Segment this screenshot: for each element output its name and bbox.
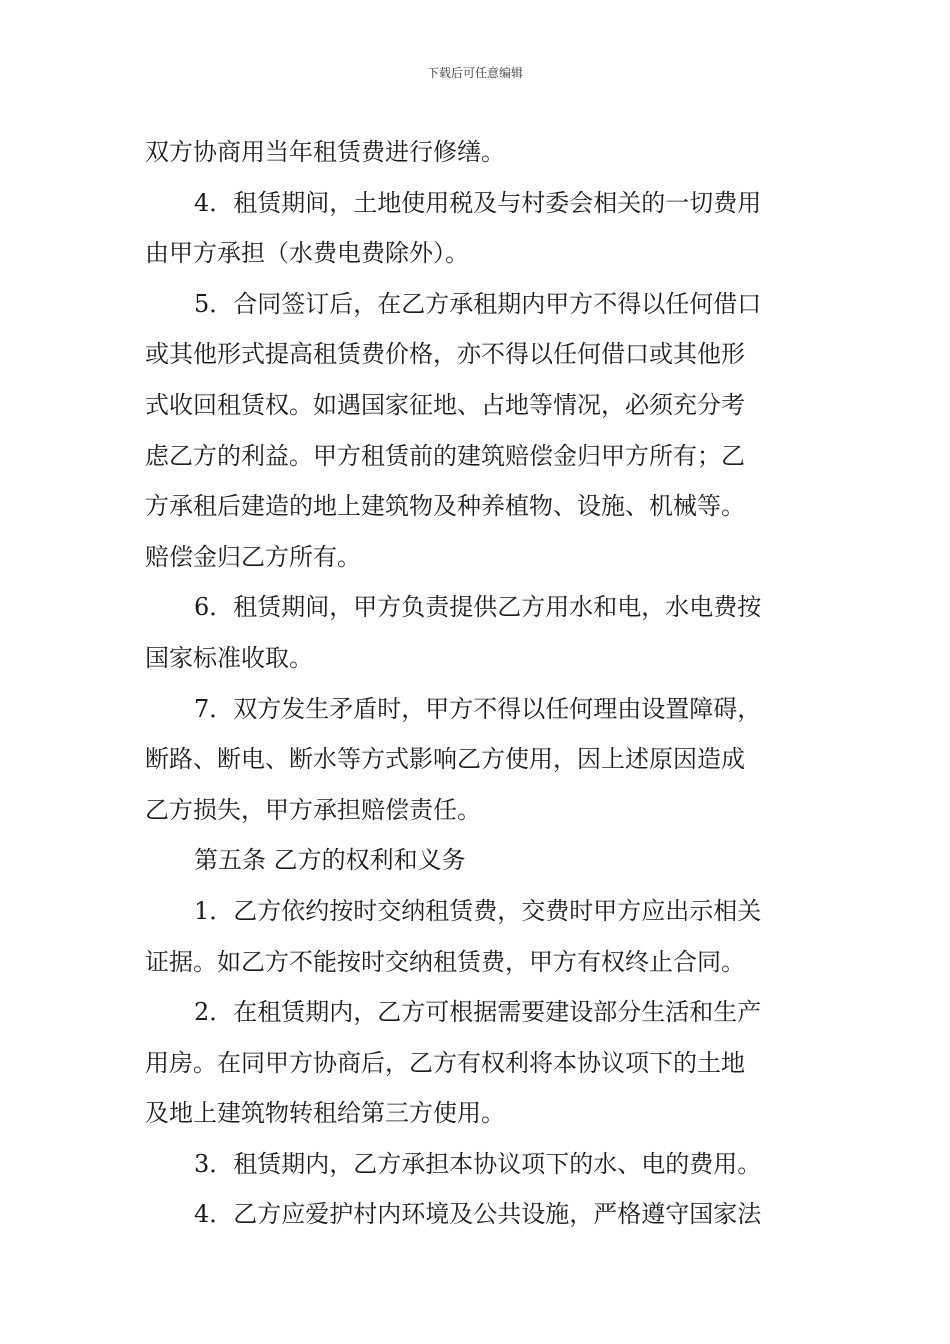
section-heading: 第五条 乙方的权利和义务 <box>194 846 466 875</box>
page-header: 下载后可任意编辑 <box>426 66 523 80</box>
text-line: 证据。如乙方不能按时交纳租赁费，甲方有权终止合同。 <box>145 947 745 976</box>
document-body <box>145 127 807 1240</box>
text-line: 5．合同签订后，在乙方承租期内甲方不得以任何借口 <box>194 289 762 318</box>
text-line: 7．双方发生矛盾时，甲方不得以任何理由设置障碍， <box>194 694 762 723</box>
text-line: 2．在租赁期内，乙方可根据需要建设部分生活和生产 <box>194 998 762 1027</box>
text-line: 3．租赁期内，乙方承担本协议项下的水、电的费用。 <box>194 1149 762 1178</box>
text-line: 赔偿金归乙方所有。 <box>145 542 361 571</box>
text-line: 1．乙方依约按时交纳租赁费，交费时甲方应出示相关 <box>194 896 762 925</box>
text-line: 双方协商用当年租赁费进行修缮。 <box>145 138 505 166</box>
text-line: 4．乙方应爱护村内环境及公共设施，严格遵守国家法 <box>194 1200 762 1229</box>
text-line: 或其他形式提高租赁费价格，亦不得以任何借口或其他形 <box>145 340 745 369</box>
text-line: 6．租赁期间，甲方负责提供乙方用水和电，水电费按 <box>194 593 762 622</box>
text-line: 虑乙方的利益。甲方租赁前的建筑赔偿金归甲方所有；乙 <box>145 441 745 470</box>
text-line: 方承租后建造的地上建筑物及种养植物、设施、机械等。 <box>145 492 745 521</box>
text-line: 乙方损失，甲方承担赔偿责任。 <box>145 795 481 824</box>
text-line: 断路、断电、断水等方式影响乙方使用，因上述原因造成 <box>145 745 745 774</box>
text-line: 及地上建筑物转租给第三方使用。 <box>145 1099 505 1128</box>
text-line: 由甲方承担（水费电费除外）。 <box>145 239 469 268</box>
text-line: 用房。在同甲方协商后，乙方有权利将本协议项下的土地 <box>145 1048 745 1077</box>
text-line: 4．租赁期间，土地使用税及与村委会相关的一切费用 <box>194 188 762 217</box>
text-line: 国家标准收取。 <box>145 643 313 672</box>
text-line: 式收回租赁权。如遇国家征地、占地等情况，必须充分考 <box>145 390 745 419</box>
